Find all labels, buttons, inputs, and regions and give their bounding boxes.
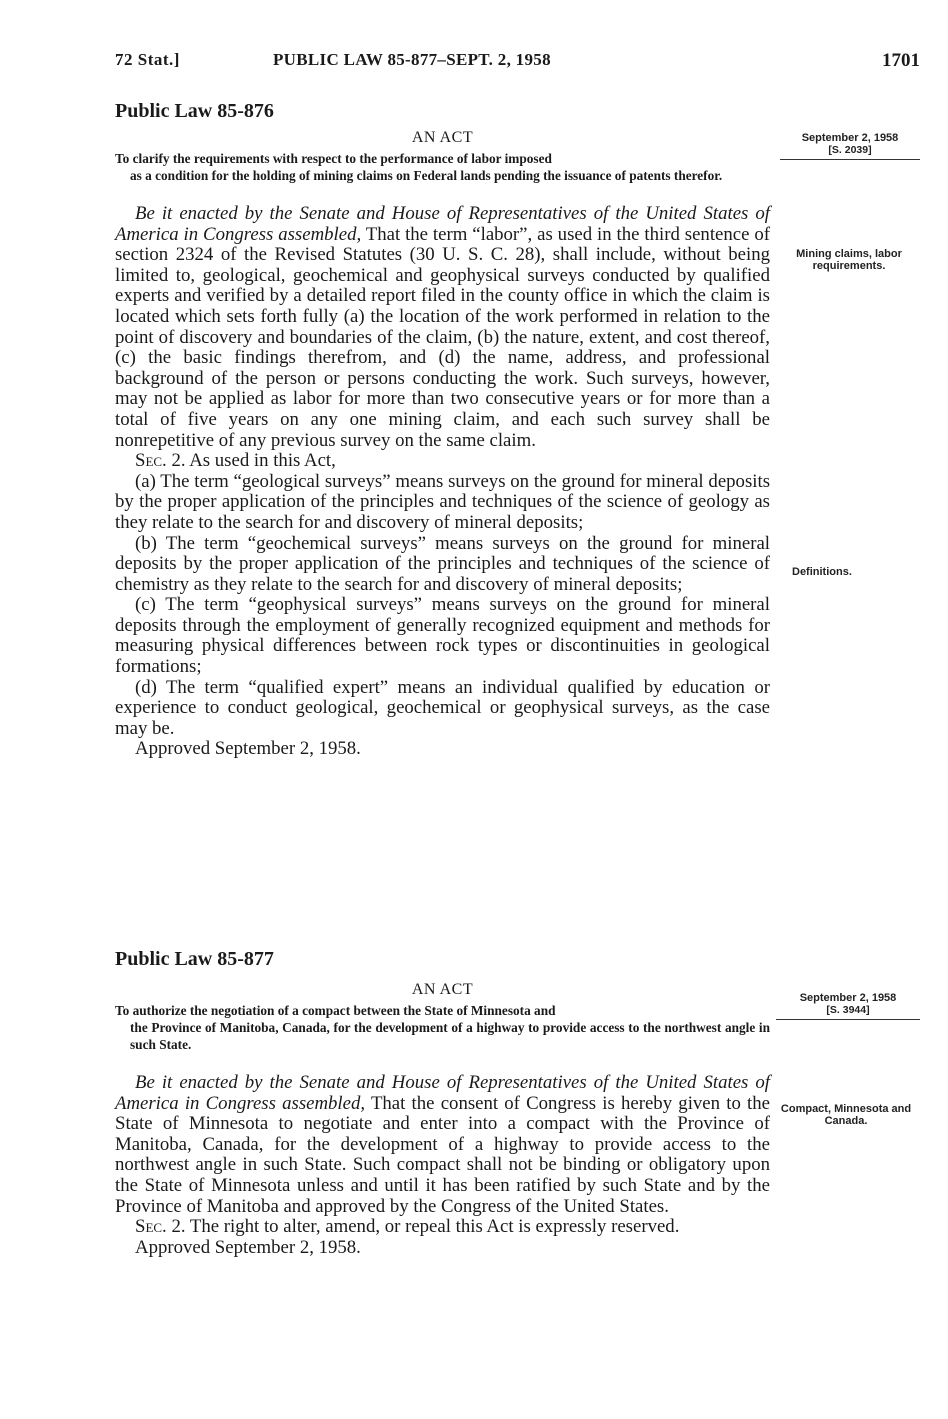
section-2-label: Sec. 2. (135, 450, 186, 472)
margin-note-mining-claims: Mining claims, labor requirements. (796, 248, 902, 272)
section-2-text: As used in this Act, (189, 450, 336, 472)
page-number: 1701 (882, 50, 920, 71)
definition-a: (a) The term “geological surveys” means surveys on the ground for mineral deposits by the proper application of the principles and techniques of the science of geology as they relate to the search for and discovery of mineral deposits; (115, 470, 770, 533)
definition-c: (c) The term “geophysical surveys” means surveys on the ground for mineral deposits through the employment of generally recognized equipment and methods for measuring physical differences between rock types or discontinuities in geological formations; (115, 594, 770, 678)
enacting-clause: Be it enacted by the Senate and House of Representatives of the United States of America in Congress assembled, (115, 203, 770, 245)
section-2 (115, 451, 770, 472)
law-85-877 (115, 948, 770, 1258)
definition-b: (b) The term “geochemical surveys” means surveys on the ground for mineral deposits by the proper application of the principles and techniques of the science of chemistry as they relate to the search for and discovery of mineral deposits; (115, 532, 770, 595)
section-1-text: That the term “labor”, as used in the third sentence of section 2324 of the Revised Statutes (30 U. S. C. 28), shall include, without being limited to, geological, geochemical and geophysical surveys conducted by qualified experts and verified by a detailed report filed in the county office in which the claim is located which sets forth fully (a) the location of the work performed in relation to the point of discovery and boundaries of the claim, (b) the nature, extent, and cost thereof, (c) the basic findings therefrom, and (d) the name, address, and professional background of the person or persons conducting the work. Such surveys, however, may not be applied as labor for more than two consecutive years or for more than a total of five years on any one mining claim, and each such survey shall be nonrepetitive of any previous survey on the same claim. (115, 223, 770, 451)
enacting-clause: Be it enacted by the Senate and House of Representatives of the United States of America in Congress assembled, (115, 1072, 770, 1114)
margin-date-block (776, 992, 920, 1020)
margin-rule (776, 1019, 920, 1020)
header-title: PUBLIC LAW 85-877–SEPT. 2, 1958 (273, 50, 551, 69)
an-act-heading: AN ACT (411, 981, 474, 998)
section-1-text: That the consent of Congress is hereby given to the State of Minnesota to negotiate and enter into a compact with the Province of Manitoba, Canada, for the development of a highway to provide access to the northwest angle in such State. Such compact shall not be binding or obligatory upon the State of Minnesota unless and until it has been ratified by such State and by the Province of Manitoba and approved by the Congress of the United States. (115, 1092, 770, 1217)
margin-note-compact: Compact, Minnesota and Canada. (780, 1103, 912, 1127)
act-purpose-continuation: the Province of Manitoba, Canada, for the development of a highway to provide access to the northwest angle in such State. (130, 1020, 770, 1052)
act-purpose-first-line: To authorize the negotiation of a compact between the State of Minnesota and (115, 1003, 556, 1018)
approval-line: Approved September 2, 1958. (135, 738, 361, 760)
margin-date-block (780, 132, 920, 160)
act-purpose-continuation: as a condition for the holding of mining claims on Federal lands pending the issuance of patents therefor. (130, 168, 723, 183)
law-title: Public Law 85-876 (115, 100, 274, 122)
section-1 (115, 1073, 770, 1217)
section-1 (115, 204, 770, 451)
act-body (115, 1073, 770, 1258)
margin-date: September 2, 1958 (801, 132, 899, 144)
an-act-heading: AN ACT (411, 129, 474, 146)
section-2-text: The right to alter, amend, or repeal this Act is expressly reserved. (189, 1216, 680, 1238)
running-header (115, 50, 920, 80)
margin-bill-number: [S. 3944] (826, 1004, 870, 1016)
margin-date: September 2, 1958 (799, 992, 897, 1004)
approval-line: Approved September 2, 1958. (135, 1236, 361, 1258)
section-2 (115, 1217, 770, 1238)
definition-d: (d) The term “qualified expert” means an individual qualified by education or experience to conduct geological, geochemical or geophysical surveys, as the case may be. (115, 676, 770, 739)
header-volume: 72 Stat.] (115, 50, 180, 69)
margin-bill-number: [S. 2039] (828, 144, 872, 156)
margin-note-definitions: Definitions. (792, 566, 852, 578)
section-2-label: Sec. 2. (135, 1216, 186, 1238)
act-body (115, 204, 770, 760)
law-title: Public Law 85-877 (115, 948, 274, 970)
law-85-876 (115, 100, 770, 760)
act-purpose (115, 150, 770, 184)
act-purpose (115, 1002, 770, 1053)
act-purpose-first-line: To clarify the requirements with respect to the performance of labor imposed (115, 151, 552, 166)
margin-rule (780, 159, 920, 160)
